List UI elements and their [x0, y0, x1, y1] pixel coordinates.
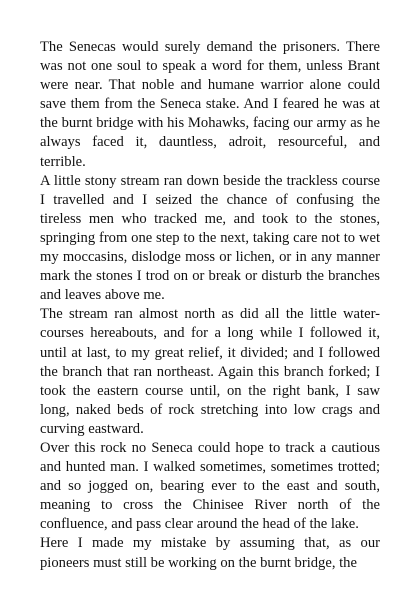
page-text [40, 38, 380, 573]
paragraph-2: A little stony stream ran down beside the trackless course I travelled and I seized the chance of confusing the tireless men who tracked me, and took to the stones, springing from one step to the next, taking care not to wet my moccasins, dislodge moss or lichen, or in any manner mark the stones I trod on or break or disturb the branches and leaves above me. [40, 172, 380, 304]
paragraph-3: The stream ran almost north as did all the little water-courses hereabouts, and for a long while I followed it, until at last, to my great relief, it divided; and I followed the branch that ran northeast. Again this branch forked; I took the eastern course until, on the right bank, I saw long, naked beds of rock stretching into low crags and curving eastward. [40, 306, 380, 437]
paragraph-5: Here I made my mistake by assuming that, as our pioneers must still be working on the burnt bridge, the [40, 535, 380, 571]
paragraph-4: Over this rock no Seneca could hope to track a cautious and hunted man. I walked sometimes, sometimes trotted; and so jogged on, bearing ever to the east and south, meaning to cross the Chinisee River north of the confluence, and pass clear around the head of the lake. [40, 439, 380, 533]
paragraph-1: The Senecas would surely demand the prisoners. There was not one soul to speak a word for them, unless Brant were near. That noble and humane warrior alone could save them from the Seneca stake. And I feared he was at the burnt bridge with his Mohawks, facing our army as he always faced it, dauntless, adroit, resourceful, and terrible. [40, 39, 380, 170]
